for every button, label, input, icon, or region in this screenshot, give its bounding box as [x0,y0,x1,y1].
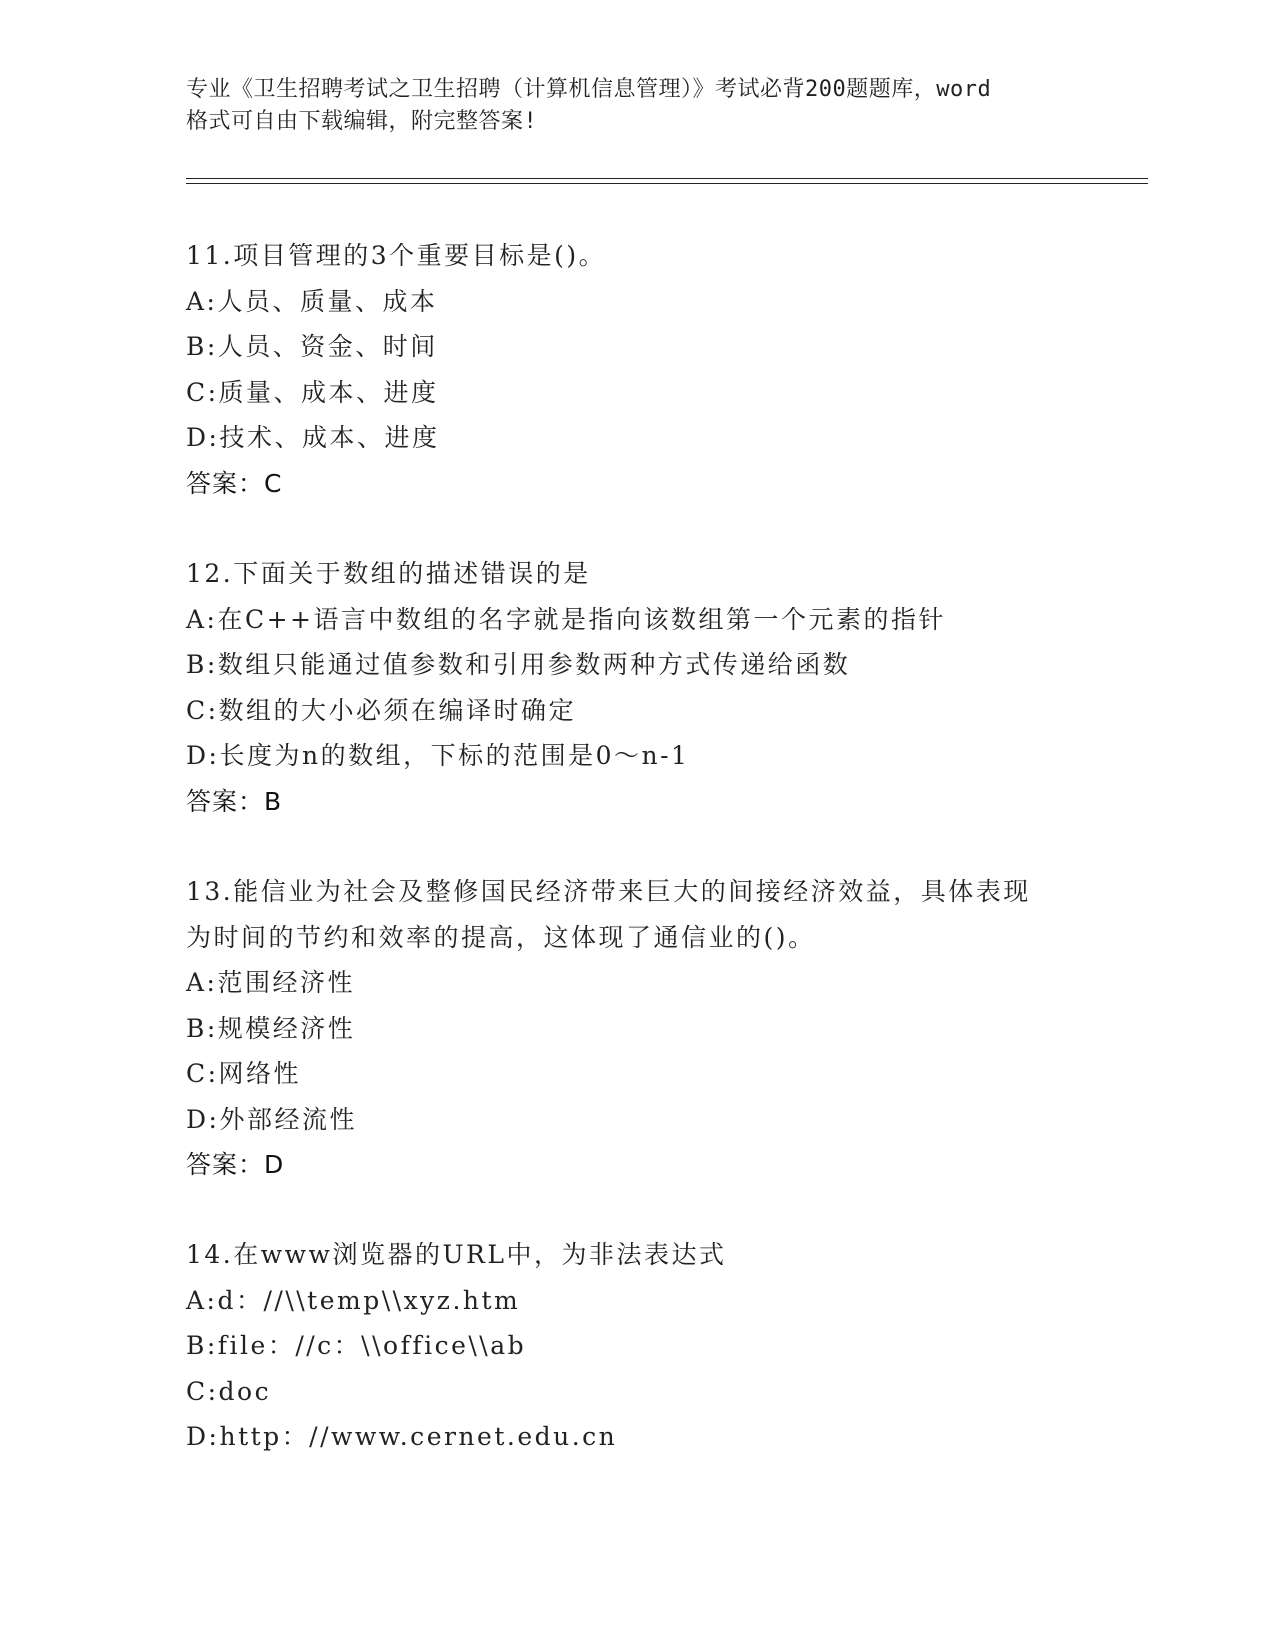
question-stem: 12.下面关于数组的描述错误的是 [186,559,591,588]
question-stem-line-1: 13.能信业为社会及整修国民经济带来巨大的间接经济效益，具体表现 [186,877,1031,906]
question-11 [186,233,1086,506]
option-b: B:file：//c：\\office\\ab [186,1331,527,1360]
option-b: B:规模经济性 [186,1013,356,1043]
option-a: A:范围经济性 [186,968,355,997]
option-a: A:在C++语言中数组的名字就是指向该数组第一个元素的指针 [186,604,947,634]
question-stem: 11.项目管理的3个重要目标是()。 [186,241,607,270]
option-d: D:外部经流性 [186,1104,357,1134]
header-line-2: 格式可自由下载编辑，附完整答案! [186,109,538,134]
document-header [186,74,1086,138]
option-c: C:质量、成本、进度 [186,377,439,407]
option-d: D:http：//www.cernet.edu.cn [186,1422,618,1451]
question-13 [186,869,1086,1188]
option-a: A:d：//\\temp\\xyz.htm [186,1285,521,1315]
option-d: D:长度为n的数组，下标的范围是0～n-1 [186,741,690,770]
question-14 [186,1232,1086,1460]
question-12 [186,551,1086,824]
option-c: C:doc [186,1376,272,1406]
option-b: B:数组只能通过值参数和引用参数两种方式传递给函数 [186,650,851,679]
header-divider-top [186,178,1148,179]
question-stem-line-2: 为时间的节约和效率的提高，这体现了通信业的()。 [186,922,816,952]
answer-line: 答案：C [186,468,283,498]
header-line-1: 专业《卫生招聘考试之卫生招聘（计算机信息管理）》考试必背200题题库，word [186,77,992,102]
answer-line: 答案：B [186,786,283,816]
option-a: A:人员、质量、成本 [186,286,438,316]
option-b: B:人员、资金、时间 [186,332,438,361]
answer-line: 答案：D [186,1150,285,1179]
option-c: C:网络性 [186,1059,302,1088]
header-divider-bottom [186,183,1148,184]
option-d: D:技术、成本、进度 [186,423,440,452]
question-stem: 14.在www浏览器的URL中，为非法表达式 [186,1240,727,1269]
option-c: C:数组的大小必须在编译时确定 [186,695,577,725]
